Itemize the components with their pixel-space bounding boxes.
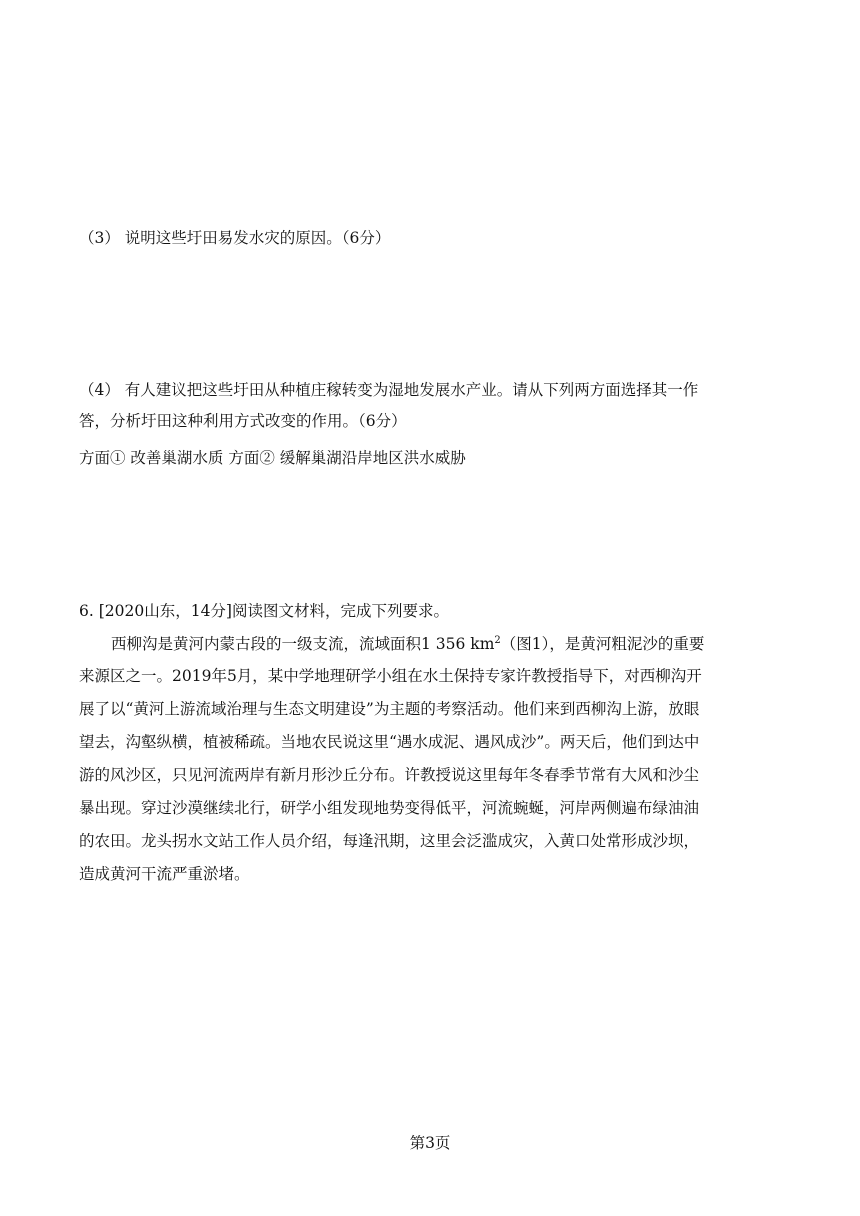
question-4-line-1: （4） 有人建议把这些圩田从种植庄稼转变为湿地发展水产业。请从下列两方面选择其一作 <box>79 381 699 399</box>
question-3-text: （3） 说明这些圩田易发水灾的原因。（6分） <box>79 229 391 247</box>
passage-line-5: 游的风沙区，只见河流两岸有新月形沙丘分布。许教授说这里每年冬春季节常有大风和沙尘 <box>79 766 700 784</box>
passage-line-1-pre: 西柳沟是黄河内蒙古段的一级支流，流域面积1 356 km <box>111 635 495 653</box>
question-4-line-2: 答，分析圩田这种利用方式改变的作用。（6分） <box>79 412 407 430</box>
passage-line-4: 望去，沟壑纵横，植被稀疏。当地农民说这里“遇水成泥、遇风成沙”。两天后，他们到达中 <box>79 733 700 751</box>
passage-line-7: 的农田。龙头拐水文站工作人员介绍，每逢汛期，这里会泛滥成灾，入黄口处常形成沙坝， <box>79 832 700 850</box>
passage-line-3: 展了以“黄河上游流域治理与生态文明建设”为主题的考察活动。他们来到西柳沟上游，放眼 <box>79 700 700 718</box>
unit-superscript: 2 <box>494 634 501 646</box>
passage-line-1 <box>111 634 704 654</box>
passage-line-8: 造成黄河干流严重淤堵。 <box>79 865 250 883</box>
page-number: 第3页 <box>409 1134 451 1152</box>
passage-line-2: 来源区之一。2019年5月，某中学地理研学小组在水土保持专家许教授指导下，对西柳沟开 <box>79 667 702 685</box>
question-6-heading: 6. [2020山东，14分]阅读图文材料，完成下列要求。 <box>79 602 449 620</box>
question-4-options: 方面① 改善巢湖水质 方面② 缓解巢湖沿岸地区洪水威胁 <box>79 449 466 467</box>
passage-line-6: 暴出现。穿过沙漠继续北行，研学小组发现地势变得低平，河流蜿蜒，河岸两侧遍布绿油油 <box>79 799 700 817</box>
passage-line-1-post: （图1），是黄河粗泥沙的重要 <box>500 635 705 653</box>
